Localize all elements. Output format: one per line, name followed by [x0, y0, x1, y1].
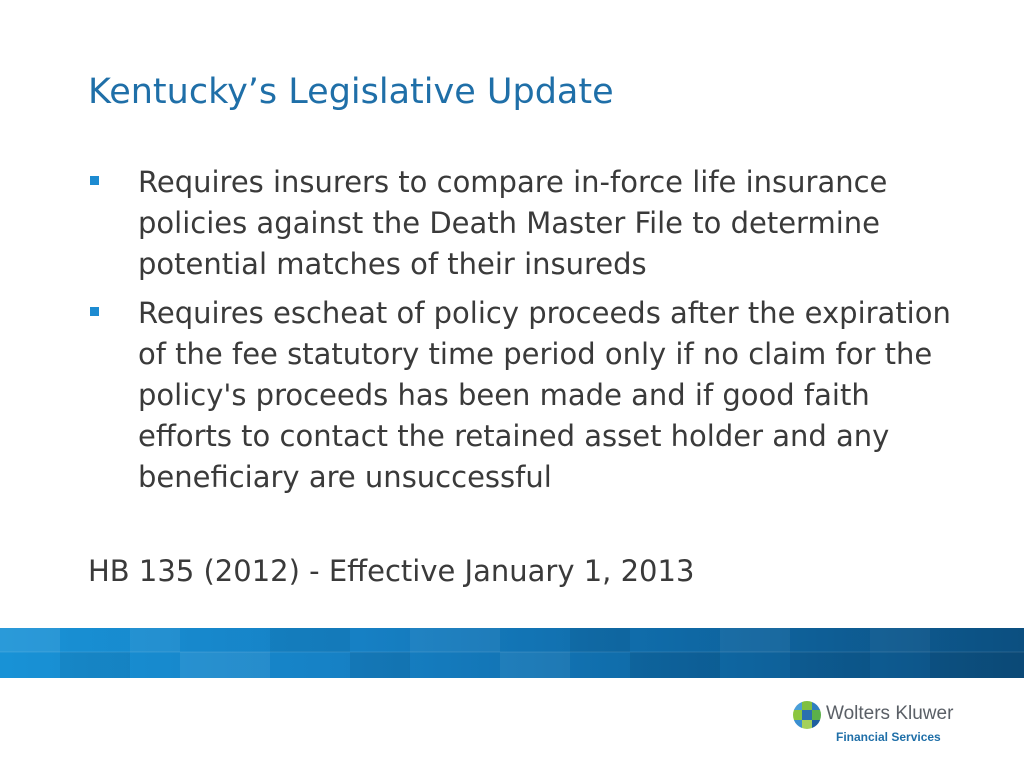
bullet-item	[88, 162, 968, 285]
bullet-item	[88, 293, 968, 498]
logo-subtitle: Financial Services	[836, 730, 941, 744]
bill-reference: HB 135 (2012) - Effective January 1, 2013	[88, 554, 695, 588]
slide-title: Kentucky’s Legislative Update	[88, 72, 614, 112]
band-mosaic	[0, 628, 1024, 678]
bullet-text: Requires escheat of policy proceeds after the expiration of the fee statutory time period only if no claim for the policy's proceeds has been made and if good faith efforts to contact the retained asset holder and any beneficiary are unsuccessful	[138, 296, 951, 494]
logo-name: Wolters Kluwer	[826, 703, 954, 724]
decorative-blue-band	[0, 628, 1024, 678]
globe-mosaic-icon	[792, 700, 822, 730]
bullet-text: Requires insurers to compare in-force life insurance policies against the Death Master File to determine potential matches of their insureds	[138, 165, 888, 281]
square-bullet-icon	[90, 307, 99, 316]
bullet-list	[88, 162, 968, 506]
square-bullet-icon	[90, 176, 99, 185]
